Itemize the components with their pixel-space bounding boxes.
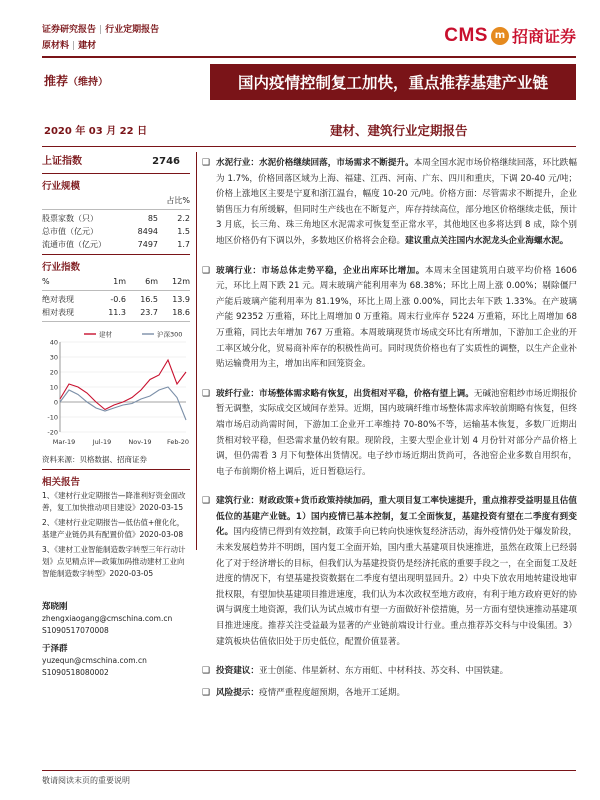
y-tick-label: -10 bbox=[47, 413, 58, 422]
main-content bbox=[202, 156, 577, 715]
page-title: 国内疫情控制复工加快，重点推荐基建产业链 bbox=[210, 64, 576, 100]
y-tick-label: 0 bbox=[53, 398, 58, 407]
rating-sub: （维持） bbox=[68, 77, 109, 88]
report-date: 2020 年 03 月 22 日 bbox=[44, 126, 148, 137]
column-divider bbox=[196, 152, 197, 550]
paragraph-construction: ❑ 建筑行业：财政政策+货币政策持续加码，重大项目复工率快速提升，重点推荐受益明显且估值低位的基建产业链。1）国内疫情已基本控制，复工全面恢复，基建投资有望在二季度有到变化。国内疫情已得到有效控制，政策手向已转向快速恢复经济活动，海外疫情仍处于爆发阶段，未来发展趋势并不明朗，国内复工全面开始，国内重大基建项目快速推进，虽然在政策上已经弱化了对于经济增长的目标，但我们认为基建投资仍是经济托底的重要手段之一，在全面复工及赶进度的情况下，有望基建投资数据在二季度有望出现明显回升。2）中央下放农用地转建设地审批权限，有望加快基建项目推进速度，我们认为本次政权至地方政府，有利于地方政府更好的协调与调度土地资源，我们认为试点城市有望一方面做好补偿措施，另一方面有望快速推动基建项目推进速度。推荐关注受益最为显著的产业链前端设计行业。重点推荐苏交科与中设集团。3）建筑板块估值依旧处于历史低位，配置价值显著。 bbox=[202, 496, 577, 647]
y-tick-label: 10 bbox=[49, 383, 58, 392]
table-row: 股票家数（只） 85 2.2 bbox=[42, 214, 190, 223]
company-logo bbox=[444, 24, 576, 47]
logo-mark-icon: m bbox=[491, 27, 509, 45]
industry-header-row bbox=[42, 194, 190, 207]
list-item[interactable]: 2、《建材行业定期报告—低估值+催化化，基建产业链仍具有配置价值》2020-03-08 bbox=[42, 518, 185, 539]
y-tick-label: 40 bbox=[49, 338, 58, 347]
analyst-email[interactable]: zhengxiaogang@cmschina.com.cn bbox=[42, 614, 173, 623]
header-divider bbox=[42, 56, 576, 58]
legend-label: 沪深300 bbox=[157, 330, 183, 339]
bullet-icon: ❑ bbox=[202, 687, 211, 698]
analyst-email[interactable]: yuzequn@cmschina.com.cn bbox=[42, 656, 147, 665]
index-row bbox=[42, 154, 190, 170]
paragraph-investment: ❑ 投资建议：亚士创能、伟星新材、东方雨虹、中材科技、苏交科、中国铁建。 bbox=[202, 664, 577, 680]
analyst-name: 郑晓刚 bbox=[42, 602, 68, 612]
index-label: 上证指数 bbox=[42, 156, 82, 167]
industry-col-header: 占比% bbox=[166, 196, 190, 205]
rating bbox=[44, 72, 108, 89]
x-tick-label: Mar-19 bbox=[52, 438, 76, 446]
analyst-id: S1090518080002 bbox=[42, 668, 109, 677]
list-item[interactable]: 3、《建材工业智能制造数字转型三年行动计划》点见精点评—政策加码推动建材工业向智能制造数字转型》2020-03-05 bbox=[42, 545, 186, 578]
y-tick-label: 20 bbox=[49, 368, 58, 377]
y-tick-label: 30 bbox=[49, 353, 58, 362]
industry-heading: 行业规模 bbox=[42, 181, 81, 192]
bullet-icon: ❑ bbox=[202, 388, 211, 399]
sidebar bbox=[42, 154, 190, 679]
analyst-1 bbox=[42, 601, 190, 637]
category-label: 证券研究报告 bbox=[42, 25, 97, 35]
paragraph-glass: ❑ 玻璃行业：市场总体走势平稳，企业出库环比增加。本周末全国建筑用白玻平均价格 1606 元，环比上周下跌 21 元。周末玻璃产能利用率为 68.38%；环比上周上涨 0.00%；剔除僵尸产能后玻璃产能利用率为 81.19%，环比上周上涨 0.00%，同比去年下跌 1.33%。在产玻璃产能 92352 万重箱，环比上周增加 0 万重箱。周末行业库存 5224 万重箱，环比上周增加 68 万重箱，同比去年增加 767 万重箱。本周玻璃现货市场成交环比有所增加，下游加工企业的开工率区域分化，贸易商补库存的积极性尚可。同时现货价格也有了实质性的调整，以生产企业补贴运输费用为主，增加出库和回笼资金。 bbox=[202, 265, 577, 370]
perf-header-row: % 1m 6m 12m bbox=[42, 277, 190, 286]
legend-label: 建材 bbox=[99, 330, 112, 339]
series-line-1 bbox=[60, 387, 186, 420]
table-row: 相对表现 11.3 23.7 18.6 bbox=[42, 308, 190, 317]
related-list bbox=[42, 490, 190, 580]
x-tick-label: Jul-19 bbox=[92, 438, 112, 446]
subsector-label: 建材 bbox=[78, 41, 97, 51]
logo-text-latin: CMS bbox=[444, 24, 488, 46]
bullet-icon: ❑ bbox=[202, 666, 211, 677]
footer-note: 敬请阅读末页的重要说明 bbox=[42, 776, 130, 785]
paragraph-risk: ❑ 风险提示：疫情严重程度超预期，各地开工延期。 bbox=[202, 686, 577, 702]
bullet-icon: ❑ bbox=[202, 265, 211, 276]
chart-source: 资料来源：贝格数据、招商证券 bbox=[42, 455, 147, 464]
bullet-icon: ❑ bbox=[202, 496, 211, 507]
analyst-2 bbox=[42, 643, 190, 679]
rating-main: 推荐 bbox=[44, 74, 69, 88]
performance-line-chart bbox=[42, 328, 190, 448]
index-value: 2746 bbox=[152, 156, 180, 167]
report-category: 证券研究报告 | 行业定期报告 原材料 | 建材 bbox=[42, 25, 160, 51]
analyst-id: S1090517070008 bbox=[42, 626, 109, 635]
table-row: 流通市值（亿元） 7497 1.7 bbox=[42, 240, 190, 249]
table-row: 总市值（亿元） 8494 1.5 bbox=[42, 227, 190, 236]
report-type-label: 行业定期报告 bbox=[105, 25, 160, 35]
perf-heading: 行业指数 bbox=[42, 262, 81, 273]
analyst-name: 于泽群 bbox=[42, 644, 68, 654]
title-divider bbox=[42, 146, 576, 147]
bullet-icon: ❑ bbox=[202, 158, 211, 168]
footer-divider bbox=[42, 770, 576, 771]
related-heading: 相关报告 bbox=[42, 477, 81, 488]
x-tick-label: Feb-20 bbox=[166, 438, 190, 446]
x-tick-label: Nov-19 bbox=[128, 438, 152, 446]
table-row: 绝对表现 -0.6 16.5 13.9 bbox=[42, 295, 190, 304]
industry-table bbox=[42, 212, 190, 251]
list-item[interactable]: 1、《建材行业定期报告—降准利好资金面改善，复工加快推动项目建设》2020-03-15 bbox=[42, 491, 186, 512]
report-subtitle: 建材、建筑行业定期报告 bbox=[330, 123, 468, 138]
paragraph-fiberglass: ❑ 玻纤行业：市场整体需求略有恢复，出货相对平稳，价格有望上调。无碱池窑粗纱市场近期报价暂无调整，实际成交区域间存差异。近期，国内玻璃纤维市场整体需求库较前期略有恢复，但终端市场启动尚需时间，下游加工企业开工率维持 70-80%不等，运输基本恢复，多数厂近期出货相对较平稳，但恐需求量仍较有限。现阶段，主要大型企业计划 4 月份针对部分产品价格上调，但仍需看 3 月下旬整体出货情况。电子纱市场近期出货尚可，各池窑企业多数自用织布，电子布前期价格上调后，近日暂稳运行。 bbox=[202, 388, 577, 477]
paragraph-cement: ❑ 水泥行业：水泥价格继续回落，市场需求不断提升。本周全国水泥市场价格继续回落，环比跌幅为 1.7%，价格回落区域为上海、福建、江西、河南、广东、四川和重庆，下调 20-40 元/吨；价格上涨地区主要是宁夏和浙江温台，幅度 10-20 元/吨。价格方面：尽管需求不断提升，企业销售压力有所缓解，但同时生产线也在不断复产，库存持续高位，部分地区价格继续走低，预计 3 月底，长三角、珠三角地区水泥需求可恢复至正常水平，其他地区也多将达到 8 成，除个别地区价格仍有下调以外，多数地区价格将会企稳。建议重点关注国内水泥龙头企业海螺水泥。 bbox=[202, 158, 577, 246]
y-tick-label: -20 bbox=[47, 428, 58, 437]
sector-label: 原材料 bbox=[42, 41, 70, 51]
logo-text-chinese: 招商证券 bbox=[511, 27, 576, 46]
